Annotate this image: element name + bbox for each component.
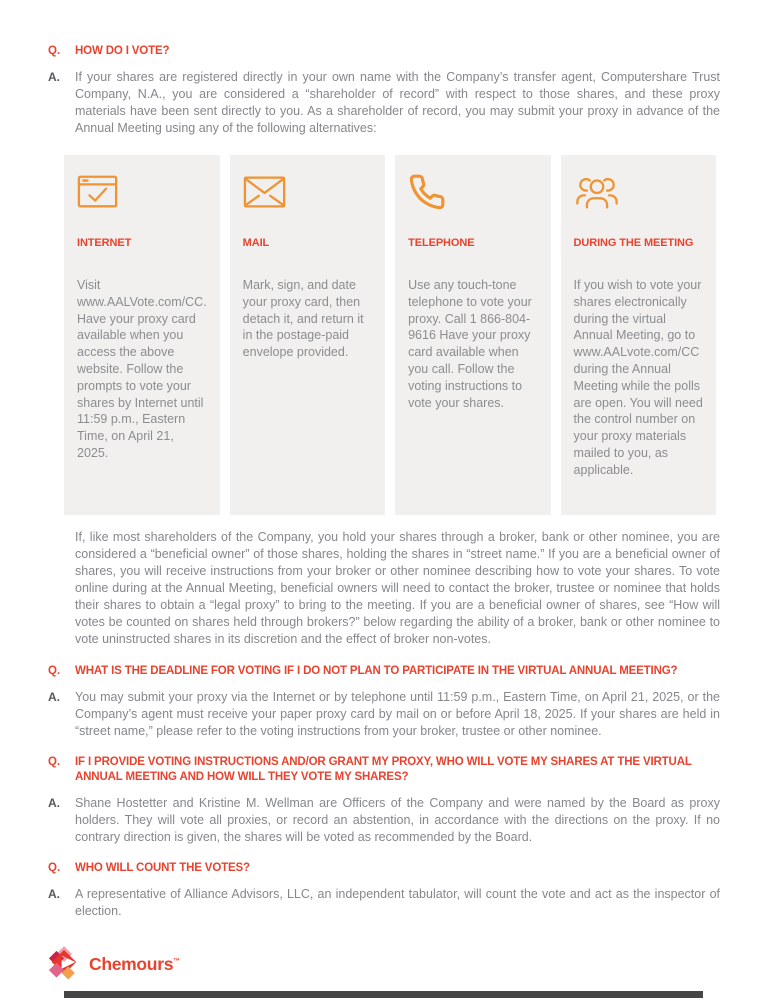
question-who-counts-votes: WHO WILL COUNT THE VOTES? bbox=[75, 862, 250, 874]
question-marker: Q. bbox=[48, 45, 61, 57]
qa-block-who-counts-votes bbox=[48, 861, 720, 920]
question-marker: Q. bbox=[48, 665, 61, 677]
answer-voting-deadline: You may submit your proxy via the Internet or by telephone until 11:59 p.m., Eastern Time, on April 21, 2025, or the Company’s agent must receive your paper proxy card by mail on or before April 18, 2025. If your shares are held in “street name,” please refer to the voting instructions from your broker, trustee or other nominee. bbox=[75, 690, 720, 738]
envelope-icon bbox=[243, 173, 372, 215]
qa-block-voting-deadline bbox=[48, 664, 720, 740]
answer-who-counts-votes: A representative of Alliance Advisors, LLC, an independent tabulator, will count the vote and act as the inspector of election. bbox=[75, 887, 720, 918]
method-title-mail: MAIL bbox=[242, 237, 270, 249]
answer-marker: A. bbox=[48, 70, 60, 84]
chemours-wordmark: Chemours™ bbox=[89, 953, 180, 974]
telephone-icon bbox=[408, 173, 537, 215]
people-group-icon bbox=[574, 173, 703, 215]
question-voting-deadline: WHAT IS THE DEADLINE FOR VOTING IF I DO NOT PLAN TO PARTICIPATE IN THE VIRTUAL ANNUAL MEETING? bbox=[75, 665, 678, 677]
question-who-votes-shares: IF I PROVIDE VOTING INSTRUCTIONS AND/OR GRANT MY PROXY, WHO WILL VOTE MY SHARES AT THE VIRTUAL ANNUAL MEETING AND HOW WILL THEY VOTE MY SHARES? bbox=[75, 756, 692, 783]
method-card-mail bbox=[230, 155, 385, 515]
method-title-telephone: TELEPHONE bbox=[408, 237, 475, 249]
method-text-telephone: Use any touch-tone telephone to vote your proxy. Call 1 866-804- 9616 Have your proxy card available when you call. Follow the voting instructions to vote your shares. bbox=[408, 278, 532, 410]
method-card-telephone bbox=[395, 155, 550, 515]
footer-rule bbox=[64, 991, 703, 998]
method-text-internet: Visit www.AALVote.com/CC. Have your proxy card available when you access the above website. Follow the prompts to vote your shares by Internet until 11:59 p.m., Eastern Time, on April 21, 2025. bbox=[77, 278, 207, 460]
answer-marker: A. bbox=[48, 796, 60, 810]
method-title-internet: INTERNET bbox=[77, 237, 132, 249]
method-text-during-meeting: If you wish to vote your shares electronically during the virtual Annual Meeting, go to www.AALvote.com/CC during the Annual Meeting while the polls are open. You will need the control number on your proxy materials mailed to you, as applicable. bbox=[573, 278, 703, 477]
trademark-symbol: ™ bbox=[173, 957, 180, 965]
answer-marker: A. bbox=[48, 887, 60, 901]
question-marker: Q. bbox=[48, 862, 61, 874]
method-card-internet bbox=[64, 155, 220, 515]
question-how-do-i-vote: HOW DO I VOTE? bbox=[75, 45, 170, 57]
answer-continuation-text: If, like most shareholders of the Company, you hold your shares through a broker, bank or other nominee, you are considered a “beneficial owner” of those shares, holding the shares in “street name.” If you are a beneficial owner of shares, you will receive instructions from your broker or other nominee describing how to vote your shares. To vote online during at the Annual Meeting, beneficial owners will need to contact the broker, trustee or nominee that holds their shares to obtain a “legal proxy” to bring to the meeting. If you are a beneficial owner of shares, see “How will votes be counted on shares held through brokers?” below regarding the ability of a broker, bank or other nominee to vote uninstructed shares in its discretion and the effect of broker non-votes. bbox=[75, 530, 720, 646]
method-title-during-meeting: DURING THE MEETING bbox=[573, 237, 694, 249]
method-text-mail: Mark, sign, and date your proxy card, then detach it, and return it in the postage-paid envelope provided. bbox=[242, 278, 364, 360]
answer-who-votes-shares: Shane Hostetter and Kristine M. Wellman are Officers of the Company and were named by the Board as proxy holders. They will vote all proxies, or record an abstention, in accordance with the directions on the proxy. If no contrary direction is given, the shares will be voted as recommended by the Board. bbox=[75, 796, 720, 844]
browser-check-icon bbox=[77, 173, 207, 215]
question-marker: Q. bbox=[48, 756, 61, 768]
qa-block-who-votes-shares bbox=[48, 755, 720, 846]
chemours-logo-mark-icon bbox=[48, 946, 80, 982]
qa-block-how-do-i-vote bbox=[48, 44, 720, 648]
chemours-logo bbox=[48, 946, 720, 982]
answer-intro-text: If your shares are registered directly in your own name with the Company’s transfer agent, Computershare Trust Company, N.A., you are considered a “shareholder of record” with respect to those shares, and these proxy materials have been sent directly to you. As a shareholder of record, you may submit your proxy in advance of the Annual Meeting using any of the following alternatives: bbox=[75, 70, 720, 135]
answer-marker: A. bbox=[48, 690, 60, 704]
voting-methods-cards bbox=[64, 155, 716, 515]
method-card-during-meeting bbox=[561, 155, 716, 515]
